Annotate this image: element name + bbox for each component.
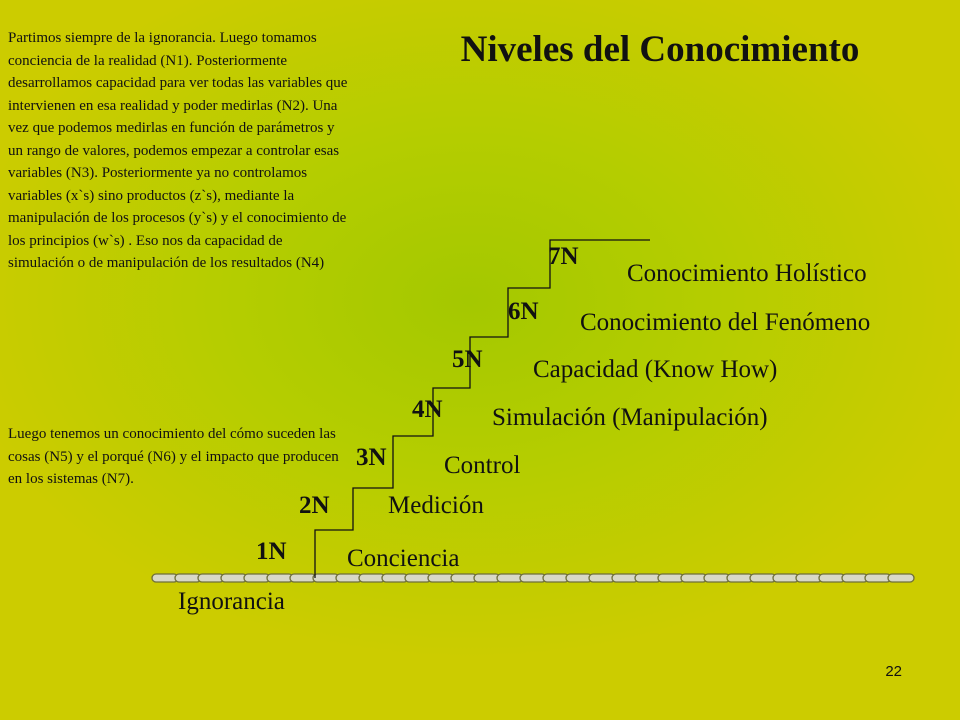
level-code-2n: 2N xyxy=(299,492,330,519)
level-code-4n: 4N xyxy=(412,396,443,423)
chain-link xyxy=(198,574,224,582)
level-code-6n: 6N xyxy=(508,298,539,325)
level-label-conciencia: Conciencia xyxy=(347,545,460,572)
chain-link xyxy=(520,574,546,582)
chain-link xyxy=(359,574,385,582)
chain-link xyxy=(681,574,707,582)
level-code-1n: 1N xyxy=(256,538,287,565)
level-code-5n: 5N xyxy=(452,346,483,373)
chain-link xyxy=(405,574,431,582)
level-code-3n: 3N xyxy=(356,444,387,471)
chain-link xyxy=(497,574,523,582)
chain-link xyxy=(313,574,339,582)
intro-paragraph: Partimos siempre de la ignorancia. Luego tomamos conciencia de la realidad (N1). Posteriormente desarrollamos capacidad para ver todas las variables que intervienen en esa realidad y poder medirlas (N2). Una vez que podemos medirlas en función de parámetros y un rango de valores, podemos empezar a controlar esas variables (N3). Posteriormente ya no controlamos variables (x`s) sino productos (z`s), mediante la manipulación de los procesos (y`s) y el conocimiento de los principios (w`s) . Eso nos da capacidad de simulación o de manipulación de los resultados (N4) xyxy=(8,30,348,271)
level-label-simulacion: Simulación (Manipulación) xyxy=(492,404,768,431)
chain-link xyxy=(888,574,914,582)
level-label-control: Control xyxy=(444,452,521,479)
chain-link xyxy=(336,574,362,582)
chain-link xyxy=(244,574,270,582)
chain-link xyxy=(612,574,638,582)
chain-link xyxy=(152,574,178,582)
chain-link xyxy=(474,574,500,582)
chain-link xyxy=(750,574,776,582)
chain-link xyxy=(635,574,661,582)
chain-link xyxy=(290,574,316,582)
chain-link xyxy=(842,574,868,582)
chain-link xyxy=(727,574,753,582)
chain-link xyxy=(221,574,247,582)
chain-link xyxy=(175,574,201,582)
level-label-holistico: Conocimiento Holístico xyxy=(627,260,867,287)
page-number: 22 xyxy=(885,663,902,680)
chain-link xyxy=(428,574,454,582)
chain-link xyxy=(704,574,730,582)
level-label-fenomeno: Conocimiento del Fenómeno xyxy=(580,309,871,336)
chain-link xyxy=(543,574,569,582)
chain-link xyxy=(451,574,477,582)
chain-icon xyxy=(152,574,914,582)
chain-link xyxy=(819,574,845,582)
chain-link xyxy=(382,574,408,582)
level-label-capacidad: Capacidad (Know How) xyxy=(533,356,778,383)
level-label-medicion: Medición xyxy=(388,492,484,519)
level-code-7n: 7N xyxy=(548,243,579,270)
chain-link xyxy=(796,574,822,582)
chain-link xyxy=(589,574,615,582)
closing-paragraph: Luego tenemos un conocimiento del cómo suceden las cosas (N5) y el porqué (N6) y el impacto que producen en los sistemas (N7). xyxy=(8,426,339,487)
chain-link xyxy=(658,574,684,582)
page-title: Niveles del Conocimiento xyxy=(460,29,860,70)
chain-link xyxy=(773,574,799,582)
chain-link xyxy=(566,574,592,582)
chain-link xyxy=(267,574,293,582)
base-label-ignorancia: Ignorancia xyxy=(178,588,285,615)
chain-link xyxy=(865,574,891,582)
